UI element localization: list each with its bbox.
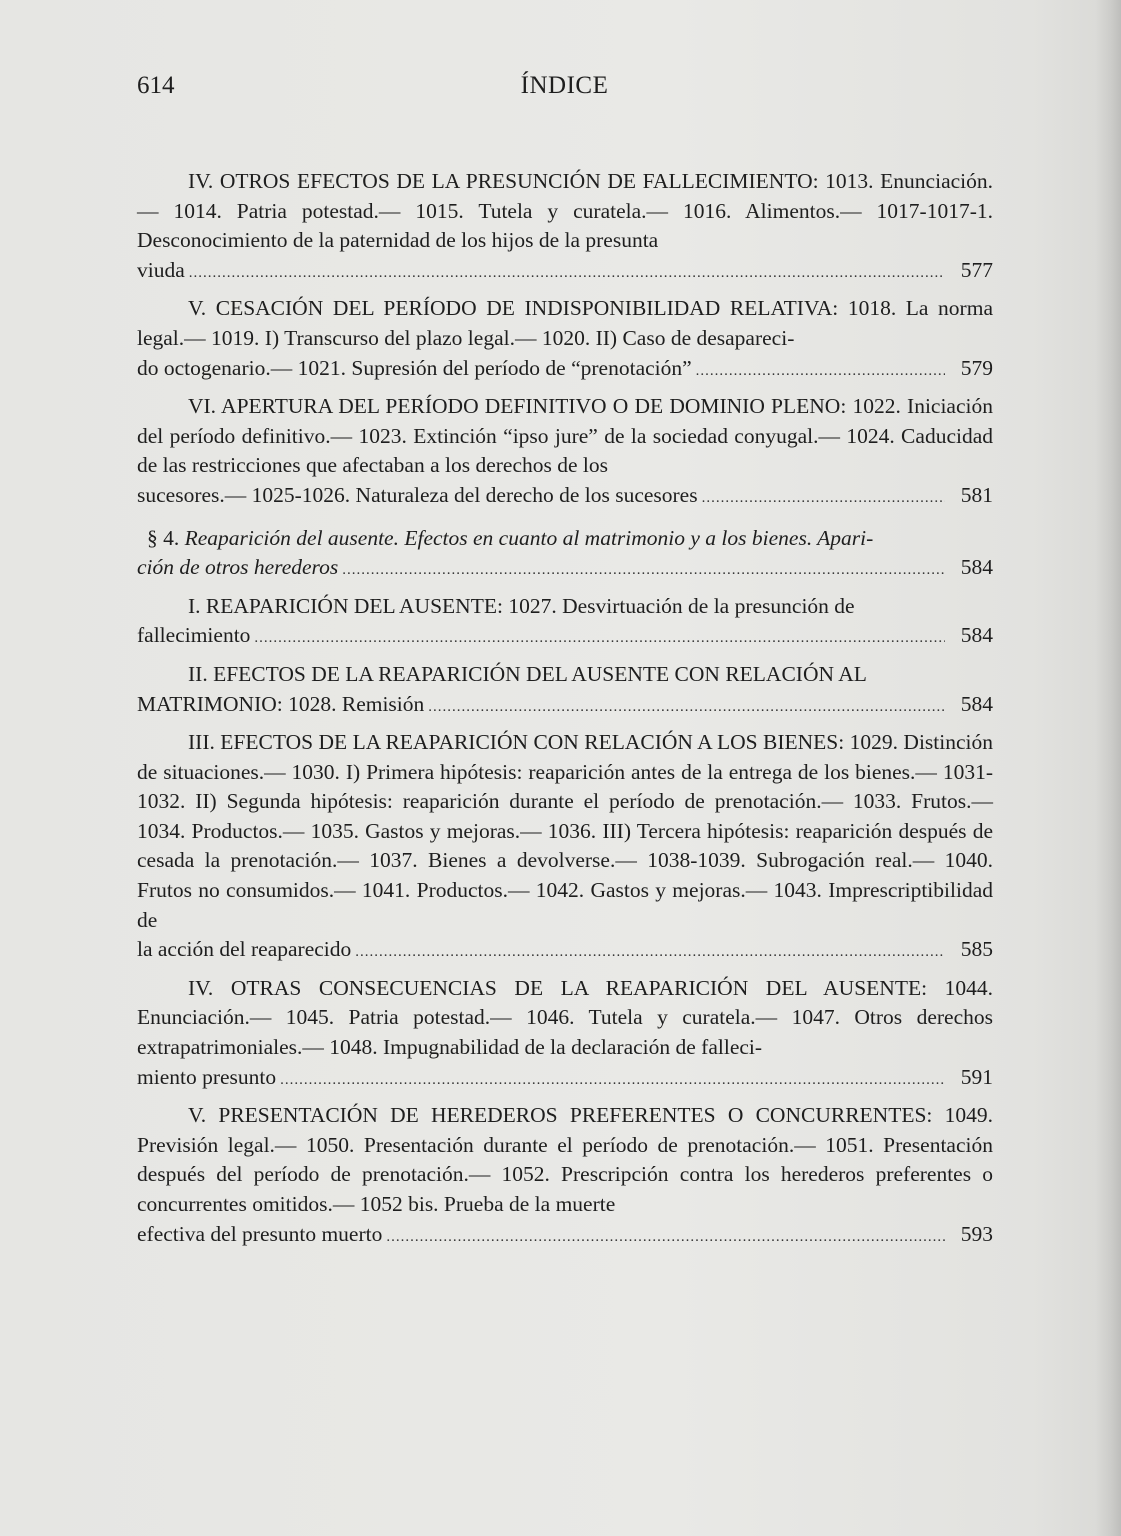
page-reference: 593 bbox=[960, 1221, 993, 1246]
page-reference: 591 bbox=[960, 1064, 993, 1089]
entry-text: V. CESACIÓN DEL PERÍODO DE INDISPONIBILIDAD RELATIVA: 1018. La norma legal.— 1019. I) Transcurso del plazo legal.— 1020. II) Caso de desapareci- bbox=[137, 296, 993, 350]
index-entries bbox=[137, 167, 993, 1258]
entry-last-line bbox=[137, 621, 993, 654]
page-header bbox=[137, 72, 992, 112]
entry-last-text: ción de otros herederos bbox=[137, 555, 339, 580]
dot-leader bbox=[696, 357, 945, 387]
entry-text: V. PRESENTACIÓN DE HEREDEROS PREFERENTES O CONCURRENTES: 1049. Previsión legal.— 1050. Presentación durante el período de prenotación.— 1051. Presentación después del período de prenotación.— 1052. Prescripción contra los herederos preferentes o concurrentes omitidos.— 1052 bis. Prueba de la muerte bbox=[137, 1103, 993, 1216]
index-entry bbox=[137, 294, 993, 386]
entry-text: IV. OTROS EFECTOS DE LA PRESUNCIÓN DE FALLECIMIENTO: 1013. Enunciación.— 1014. Patria potestad.— 1015. Tutela y curatela.— 1016. Alimentos.— 1017-1017-1. Desconocimiento de la paternidad de los hijos de la presunta bbox=[137, 169, 993, 253]
section-entry bbox=[137, 524, 993, 586]
index-entry bbox=[137, 974, 993, 1095]
index-entry bbox=[137, 1101, 993, 1252]
section-mark: § 4. bbox=[147, 525, 180, 550]
entry-text: VI. APERTURA DEL PERÍODO DEFINITIVO O DE DOMINIO PLENO: 1022. Iniciación del período definitivo.— 1023. Extinción “ipso jure” de la sociedad conyugal.— 1024. Caducidad de las restricciones que afectaban a los derechos de los bbox=[137, 394, 993, 478]
index-entry bbox=[137, 392, 993, 513]
index-entry bbox=[137, 728, 993, 968]
page-reference: 579 bbox=[960, 355, 993, 380]
dot-leader bbox=[702, 484, 945, 514]
dot-leader bbox=[386, 1223, 945, 1253]
page-reference: 584 bbox=[960, 555, 993, 580]
page-edge-shadow bbox=[1095, 0, 1121, 1536]
entry-text: I. REAPARICIÓN DEL AUSENTE: 1027. Desvirtuación de la presunción de bbox=[188, 593, 855, 618]
dot-leader bbox=[254, 624, 945, 654]
section-title: Reaparición del ausente. Efectos en cuanto al matrimonio y a los bienes. Apari- bbox=[184, 525, 874, 550]
entry-last-text: sucesores.— 1025-1026. Naturaleza del derecho de los sucesores bbox=[137, 482, 698, 507]
index-entry bbox=[137, 167, 993, 288]
dot-leader bbox=[428, 693, 945, 723]
dot-leader bbox=[189, 259, 945, 289]
entry-last-text: fallecimiento bbox=[137, 623, 251, 648]
entry-last-text: viuda bbox=[137, 257, 185, 282]
page-reference: 577 bbox=[960, 257, 993, 282]
section-text bbox=[137, 524, 993, 554]
dot-leader bbox=[342, 556, 945, 586]
entry-text: II. EFECTOS DE LA REAPARICIÓN DEL AUSENTE CON RELACIÓN AL bbox=[188, 661, 867, 686]
entry-last-line bbox=[137, 354, 993, 387]
page-reference: 584 bbox=[960, 623, 993, 648]
dot-leader bbox=[355, 938, 945, 968]
entry-text: III. EFECTOS DE LA REAPARICIÓN CON RELACIÓN A LOS BIENES: 1029. Distinción de situaciones.— 1030. I) Primera hipótesis: reaparición antes de la entrega de los bienes.— 1031-1032. II) Segunda hipótesis: reaparición durante el período de prenotación.— 1033. Frutos.— 1034. Productos.— 1035. Gastos y mejoras.— 1036. III) Tercera hipótesis: reaparición después de cesada la prenotación.— 1037. Bienes a devolverse.— 1038-1039. Subrogación real.— 1040. Frutos no consumidos.— 1041. Productos.— 1042. Gastos y mejoras.— 1043. Imprescriptibilidad de bbox=[137, 730, 993, 932]
entry-last-text: miento presunto bbox=[137, 1064, 277, 1089]
index-entry bbox=[137, 592, 993, 654]
page-reference: 585 bbox=[960, 937, 993, 962]
entry-text: IV. OTRAS CONSECUENCIAS DE LA REAPARICIÓN DEL AUSENTE: 1044. Enunciación.— 1045. Patria potestad.— 1046. Tutela y curatela.— 1047. Otros derechos extrapatrimoniales.— 1048. Impugnabilidad de la declaración de falleci- bbox=[137, 975, 993, 1060]
dot-leader bbox=[280, 1066, 945, 1096]
entry-last-line bbox=[137, 1063, 993, 1096]
entry-last-text: la acción del reaparecido bbox=[137, 937, 352, 962]
page-number: 614 bbox=[137, 72, 175, 99]
page-reference: 581 bbox=[960, 482, 993, 507]
entry-last-line bbox=[137, 256, 993, 289]
entry-last-text: do octogenario.— 1021. Supresión del período de “prenotación” bbox=[137, 355, 692, 380]
entry-last-line bbox=[137, 935, 993, 968]
entry-last-text: MATRIMONIO: 1028. Remisión bbox=[137, 691, 425, 716]
index-entry bbox=[137, 660, 993, 722]
entry-last-line bbox=[137, 690, 993, 723]
entry-last-text: efectiva del presunto muerto bbox=[137, 1221, 383, 1246]
entry-last-line bbox=[137, 481, 993, 514]
running-title: ÍNDICE bbox=[520, 72, 609, 99]
page-reference: 584 bbox=[960, 691, 993, 716]
entry-last-line bbox=[137, 553, 993, 586]
entry-last-line bbox=[137, 1220, 993, 1253]
